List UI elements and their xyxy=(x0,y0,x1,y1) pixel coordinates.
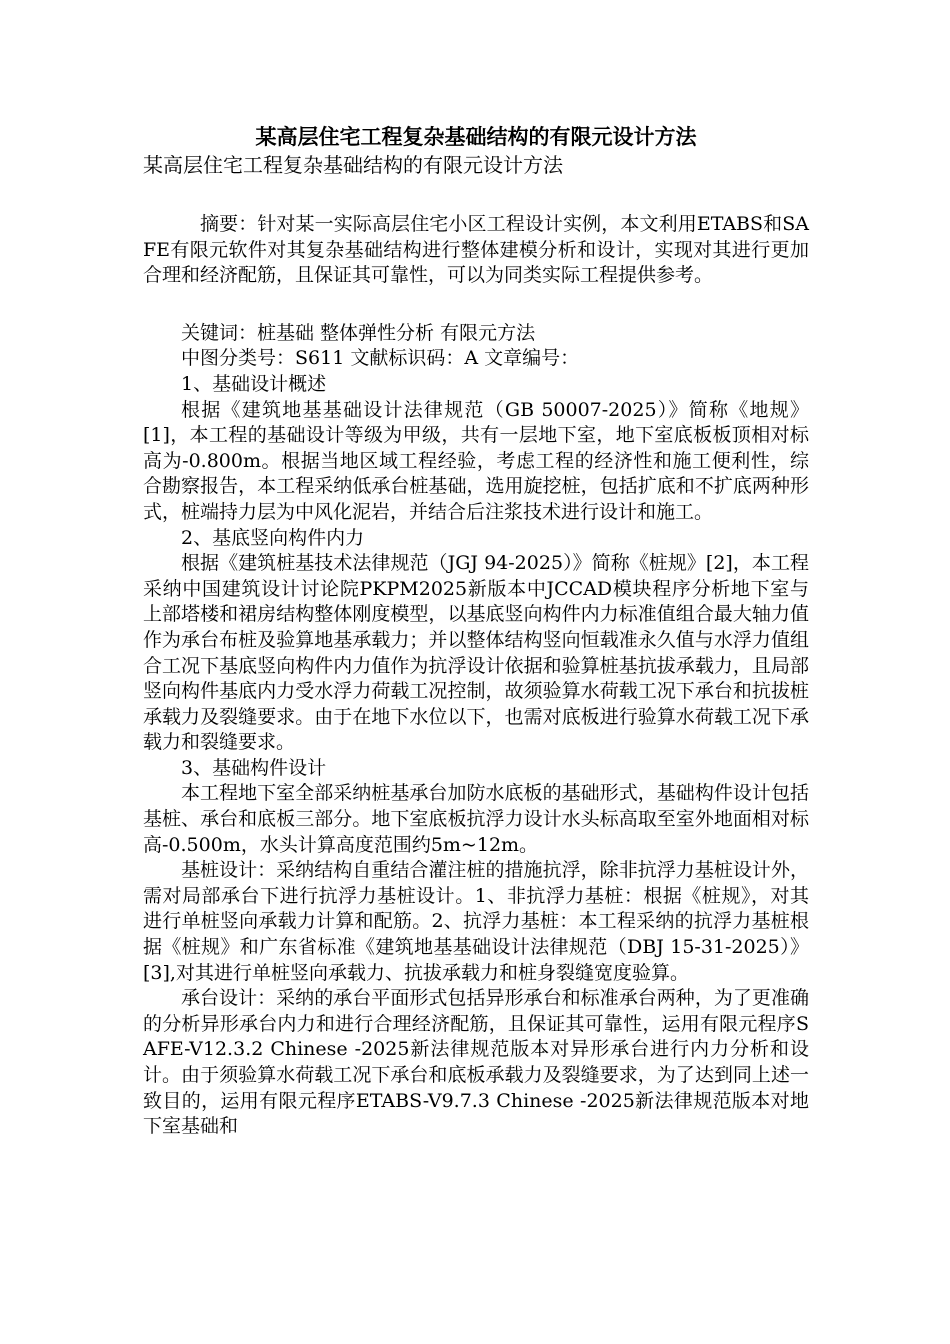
document-title: 某高层住宅工程复杂基础结构的有限元设计方法 xyxy=(255,125,697,149)
section-3-paragraph-1: 本工程地下室全部采纳桩基承台加防水底板的基础形式，基础构件设计包括基桩、承台和底板三部分。地下室底板抗浮力设计水头标高取至室外地面相对标高-0.500m，水头计算高度范围约5m~12m。 xyxy=(143,782,809,856)
document-subtitle: 某高层住宅工程复杂基础结构的有限元设计方法 xyxy=(143,153,563,177)
classification-line: 中图分类号：S611 文献标识码：A 文章编号： xyxy=(181,347,580,370)
section-2-heading: 2、基底竖向构件内力 xyxy=(181,526,365,549)
abstract-paragraph: 摘要：针对某一实际高层住宅小区工程设计实例，本文利用ETABS和SAFE有限元软件对其复杂基础结构进行整体建模分析和设计，实现对其进行更加合理和经济配筋，且保证其可靠性，可以为同类实际工程提供参考。 xyxy=(143,213,809,287)
keywords-line: 关键词：桩基础 整体弹性分析 有限元方法 xyxy=(181,321,536,344)
section-3-heading: 3、基础构件设计 xyxy=(181,756,327,779)
section-2-paragraph: 根据《建筑桩基技术法律规范（JGJ 94-2025）》简称《桩规》[2]，本工程采纳中国建筑设计讨论院PKPM2025新版本中JCCAD模块程序分析地下室与上部塔楼和裙房结构整体刚度模型，以基底竖向构件内力标准值组合最大轴力值作为承台布桩及验算地基承载力；并以整体结构竖向恒载准永久值与水浮力值组合工况下基底竖向构件内力值作为抗浮设计依据和验算桩基抗拔承载力，且局部竖向构件基底内力受水浮力荷载工况控制，故须验算水荷载工况下承台和抗拔桩承载力及裂缝要求。由于在地下水位以下，也需对底板进行验算水荷载工况下承载力和裂缝要求。 xyxy=(143,552,809,754)
section-3-paragraph-3: 承台设计：采纳的承台平面形式包括异形承台和标准承台两种，为了更准确的分析异形承台内力和进行合理经济配筋，且保证其可靠性，运用有限元程序SAFE-V12.3.2 Chinese -2025新法律规范版本对异形承台进行内力分析和设计。由于须验算水荷载工况下承台和底板承载力及裂缝要求，为了达到同上述一致目的，运用有限元程序ETABS-V9.7.3 Chinese -2025新法律规范版本对地下室基础和 xyxy=(143,987,809,1138)
document-page xyxy=(143,122,809,1140)
section-3-paragraph-2: 基桩设计：采纳结构自重结合灌注桩的措施抗浮，除非抗浮力基桩设计外，需对局部承台下进行抗浮力基桩设计。1、非抗浮力基桩：根据《桩规》，对其进行单桩竖向承载力计算和配筋。2、抗浮力基桩：本工程采纳的抗浮力基桩根据《桩规》和广东省标准《建筑地基基础设计法律规范（DBJ 15-31-2025）》[3],对其进行单桩竖向承载力、抗拔承载力和桩身裂缝宽度验算。 xyxy=(143,859,809,984)
section-1-heading: 1、基础设计概述 xyxy=(181,372,327,395)
section-1-paragraph: 根据《建筑地基基础设计法律规范（GB 50007-2025）》简称《地规》[1]，本工程的基础设计等级为甲级，共有一层地下室，地下室底板板顶相对标高为-0.800m。根据当地区域工程经验，考虑工程的经济性和施工便利性，综合勘察报告，本工程采纳低承台桩基础，选用旋挖桩，包括扩底和不扩底两种形式，桩端持力层为中风化泥岩，并结合后注浆技术进行设计和施工。 xyxy=(143,398,809,523)
